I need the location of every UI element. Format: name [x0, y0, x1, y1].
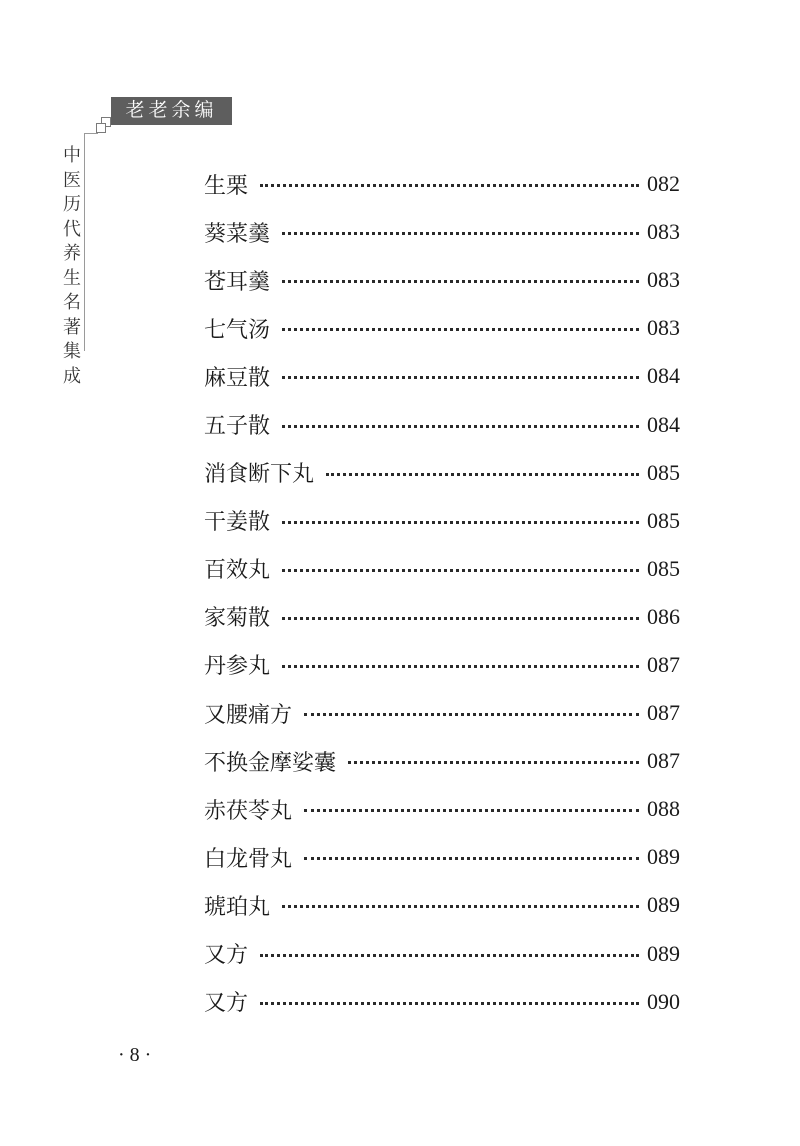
toc-entry-title: 五子散 [204, 414, 271, 440]
toc-entry-page: 084 [647, 411, 680, 437]
header-rule [111, 123, 232, 125]
page-number: · 8 · [118, 1044, 152, 1066]
toc-entry-page: 088 [647, 796, 680, 822]
leader-dots [260, 184, 639, 187]
leader-dots [282, 665, 639, 668]
leader-dots [348, 761, 639, 764]
toc-entry[interactable] [204, 352, 680, 400]
toc-entry-page: 085 [647, 459, 680, 485]
toc-entry-title: 家菊散 [204, 606, 271, 632]
toc-entry-title: 葵菜羹 [204, 221, 271, 247]
leader-dots [282, 425, 639, 428]
toc-entry-title: 百效丸 [204, 558, 271, 584]
toc-entry-title: 七气汤 [204, 317, 271, 343]
leader-dots [282, 905, 639, 908]
toc-entry-page: 083 [647, 315, 680, 341]
leader-dots [282, 617, 639, 620]
toc-entry[interactable] [204, 737, 680, 785]
side-rule [84, 133, 85, 351]
toc-entry[interactable] [204, 978, 680, 1026]
toc-entry-page: 083 [647, 219, 680, 245]
toc-entry-page: 086 [647, 603, 680, 629]
toc-entry[interactable] [204, 545, 680, 593]
leader-dots [260, 954, 639, 957]
toc-entry[interactable] [204, 256, 680, 304]
toc-entry-title: 丹参丸 [204, 654, 271, 680]
toc-entry-page: 089 [647, 844, 680, 870]
toc-entry-title: 麻豆散 [204, 365, 271, 391]
leader-dots [282, 569, 639, 572]
table-of-contents [204, 160, 680, 1026]
toc-entry-page: 084 [647, 363, 680, 389]
toc-entry[interactable] [204, 160, 680, 208]
toc-entry-page: 090 [647, 988, 680, 1014]
decorative-square [96, 123, 106, 133]
leader-dots [282, 328, 639, 331]
toc-entry[interactable] [204, 497, 680, 545]
toc-entry[interactable] [204, 304, 680, 352]
leader-dots [304, 809, 639, 812]
toc-entry[interactable] [204, 833, 680, 881]
toc-entry[interactable] [204, 208, 680, 256]
toc-entry[interactable] [204, 689, 680, 737]
leader-dots [326, 473, 639, 476]
toc-entry-title: 又方 [204, 943, 249, 969]
side-rule [84, 133, 98, 134]
toc-entry[interactable] [204, 785, 680, 833]
toc-entry[interactable] [204, 593, 680, 641]
leader-dots [304, 857, 639, 860]
toc-entry-title: 又方 [204, 991, 249, 1017]
toc-entry-page: 087 [647, 651, 680, 677]
toc-entry-page: 089 [647, 892, 680, 918]
toc-entry-page: 083 [647, 267, 680, 293]
leader-dots [282, 521, 639, 524]
toc-entry[interactable] [204, 449, 680, 497]
toc-entry-page: 087 [647, 748, 680, 774]
book-title-badge: 老老余编 [111, 97, 232, 123]
toc-entry[interactable] [204, 400, 680, 448]
toc-entry-page: 085 [647, 507, 680, 533]
toc-entry-title: 不换金摩娑囊 [204, 750, 337, 776]
toc-entry[interactable] [204, 930, 680, 978]
toc-entry-title: 消食断下丸 [204, 462, 315, 488]
leader-dots [304, 713, 639, 716]
leader-dots [282, 232, 639, 235]
leader-dots [282, 376, 639, 379]
toc-entry-title: 苍耳羹 [204, 269, 271, 295]
leader-dots [260, 1002, 639, 1005]
toc-entry-page: 089 [647, 940, 680, 966]
toc-entry-page: 082 [647, 171, 680, 197]
toc-entry-title: 干姜散 [204, 510, 271, 536]
toc-entry-title: 白龙骨丸 [204, 846, 293, 872]
toc-entry-title: 琥珀丸 [204, 894, 271, 920]
toc-entry-title: 赤茯苓丸 [204, 798, 293, 824]
toc-entry[interactable] [204, 881, 680, 929]
toc-entry-page: 085 [647, 555, 680, 581]
leader-dots [282, 280, 639, 283]
toc-entry-title: 又腰痛方 [204, 702, 293, 728]
toc-entry[interactable] [204, 641, 680, 689]
series-title: 中医历代养生名著集成 [63, 145, 81, 387]
toc-entry-page: 087 [647, 700, 680, 726]
toc-entry-title: 生栗 [204, 173, 249, 199]
